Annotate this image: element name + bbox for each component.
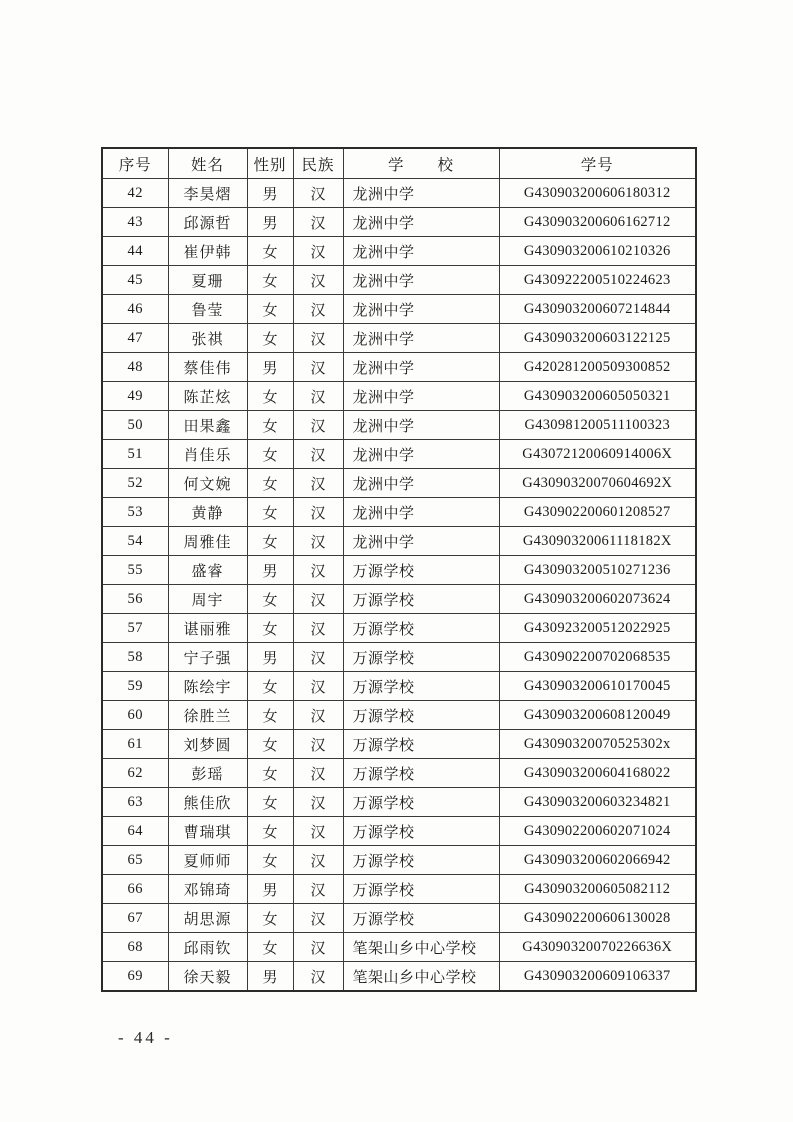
- table-row: [102, 672, 696, 701]
- cell-name: 谌丽雅: [168, 614, 247, 643]
- cell-student-id: G43090320070226636X: [499, 933, 696, 962]
- cell-school: 万源学校: [343, 556, 499, 585]
- cell-gender: 女: [247, 817, 293, 846]
- cell-gender: 男: [247, 643, 293, 672]
- cell-index: 50: [102, 411, 168, 440]
- cell-school: 龙洲中学: [343, 498, 499, 527]
- table-row: [102, 527, 696, 556]
- cell-name: 夏珊: [168, 266, 247, 295]
- cell-index: 47: [102, 324, 168, 353]
- cell-student-id: G430903200606162712: [499, 208, 696, 237]
- cell-index: 52: [102, 469, 168, 498]
- cell-student-id: G430903200605082112: [499, 875, 696, 904]
- table-row: [102, 295, 696, 324]
- cell-student-id: G43090320070525302x: [499, 730, 696, 759]
- cell-name: 徐天毅: [168, 962, 247, 992]
- cell-ethnicity: 汉: [293, 672, 343, 701]
- cell-gender: 男: [247, 875, 293, 904]
- cell-ethnicity: 汉: [293, 556, 343, 585]
- cell-index: 46: [102, 295, 168, 324]
- table-row: [102, 411, 696, 440]
- cell-name: 何文婉: [168, 469, 247, 498]
- cell-ethnicity: 汉: [293, 527, 343, 556]
- cell-gender: 女: [247, 295, 293, 324]
- cell-student-id: G430903200603234821: [499, 788, 696, 817]
- cell-student-id: G430903200610210326: [499, 237, 696, 266]
- cell-gender: 男: [247, 179, 293, 208]
- cell-school: 万源学校: [343, 701, 499, 730]
- cell-name: 盛睿: [168, 556, 247, 585]
- cell-index: 55: [102, 556, 168, 585]
- cell-school: 龙洲中学: [343, 237, 499, 266]
- table-row: [102, 846, 696, 875]
- table-body: [102, 179, 696, 992]
- cell-index: 65: [102, 846, 168, 875]
- cell-student-id: G430922200510224623: [499, 266, 696, 295]
- cell-ethnicity: 汉: [293, 817, 343, 846]
- cell-student-id: G430903200609106337: [499, 962, 696, 992]
- cell-name: 崔伊韩: [168, 237, 247, 266]
- cell-school: 龙洲中学: [343, 440, 499, 469]
- cell-index: 69: [102, 962, 168, 992]
- cell-ethnicity: 汉: [293, 846, 343, 875]
- table-row: [102, 817, 696, 846]
- cell-index: 66: [102, 875, 168, 904]
- header-row: [102, 148, 696, 179]
- table-row: [102, 324, 696, 353]
- page-number: - 44 -: [118, 1028, 173, 1047]
- table-row: [102, 759, 696, 788]
- cell-student-id: G430903200602073624: [499, 585, 696, 614]
- cell-index: 51: [102, 440, 168, 469]
- table-row: [102, 904, 696, 933]
- table-row: [102, 788, 696, 817]
- cell-ethnicity: 汉: [293, 585, 343, 614]
- cell-student-id: G430903200604168022: [499, 759, 696, 788]
- table-row: [102, 614, 696, 643]
- table-row: [102, 962, 696, 992]
- cell-gender: 女: [247, 730, 293, 759]
- cell-school: 龙洲中学: [343, 469, 499, 498]
- cell-name: 田果鑫: [168, 411, 247, 440]
- cell-ethnicity: 汉: [293, 730, 343, 759]
- table-row: [102, 353, 696, 382]
- cell-gender: 女: [247, 527, 293, 556]
- cell-student-id: G43090320070604692X: [499, 469, 696, 498]
- cell-name: 肖佳乐: [168, 440, 247, 469]
- cell-gender: 女: [247, 266, 293, 295]
- cell-name: 邱雨钦: [168, 933, 247, 962]
- cell-ethnicity: 汉: [293, 469, 343, 498]
- cell-student-id: G430903200607214844: [499, 295, 696, 324]
- table-row: [102, 179, 696, 208]
- table-row: [102, 266, 696, 295]
- cell-index: 57: [102, 614, 168, 643]
- cell-school: 万源学校: [343, 730, 499, 759]
- table-row: [102, 498, 696, 527]
- cell-name: 周雅佳: [168, 527, 247, 556]
- table-row: [102, 701, 696, 730]
- cell-name: 陈绘宇: [168, 672, 247, 701]
- table-row: [102, 382, 696, 411]
- cell-index: 62: [102, 759, 168, 788]
- cell-school: 龙洲中学: [343, 179, 499, 208]
- cell-ethnicity: 汉: [293, 759, 343, 788]
- cell-ethnicity: 汉: [293, 237, 343, 266]
- cell-ethnicity: 汉: [293, 643, 343, 672]
- cell-gender: 女: [247, 701, 293, 730]
- cell-index: 64: [102, 817, 168, 846]
- cell-ethnicity: 汉: [293, 266, 343, 295]
- table-row: [102, 237, 696, 266]
- table-row: [102, 585, 696, 614]
- cell-school: 万源学校: [343, 817, 499, 846]
- cell-ethnicity: 汉: [293, 324, 343, 353]
- cell-ethnicity: 汉: [293, 295, 343, 324]
- column-header-gender: 性别: [247, 148, 293, 179]
- cell-gender: 女: [247, 904, 293, 933]
- cell-student-id: G430903200606180312: [499, 179, 696, 208]
- cell-name: 刘梦圆: [168, 730, 247, 759]
- cell-gender: 女: [247, 498, 293, 527]
- cell-school: 龙洲中学: [343, 295, 499, 324]
- cell-ethnicity: 汉: [293, 788, 343, 817]
- cell-school: 万源学校: [343, 614, 499, 643]
- cell-index: 58: [102, 643, 168, 672]
- cell-name: 徐胜兰: [168, 701, 247, 730]
- table-header: [102, 148, 696, 179]
- cell-ethnicity: 汉: [293, 904, 343, 933]
- cell-student-id: G430903200510271236: [499, 556, 696, 585]
- cell-school: 万源学校: [343, 788, 499, 817]
- cell-name: 蔡佳伟: [168, 353, 247, 382]
- cell-gender: 女: [247, 411, 293, 440]
- cell-gender: 女: [247, 759, 293, 788]
- cell-index: 61: [102, 730, 168, 759]
- cell-index: 43: [102, 208, 168, 237]
- cell-school: 龙洲中学: [343, 208, 499, 237]
- cell-ethnicity: 汉: [293, 875, 343, 904]
- cell-student-id: G420281200509300852: [499, 353, 696, 382]
- cell-gender: 女: [247, 440, 293, 469]
- cell-index: 56: [102, 585, 168, 614]
- cell-index: 54: [102, 527, 168, 556]
- cell-index: 67: [102, 904, 168, 933]
- cell-name: 周宇: [168, 585, 247, 614]
- cell-gender: 男: [247, 208, 293, 237]
- cell-gender: 女: [247, 846, 293, 875]
- cell-school: 万源学校: [343, 846, 499, 875]
- cell-student-id: G430902200702068535: [499, 643, 696, 672]
- cell-school: 笔架山乡中心学校: [343, 962, 499, 992]
- cell-gender: 女: [247, 614, 293, 643]
- cell-name: 黄静: [168, 498, 247, 527]
- cell-gender: 男: [247, 556, 293, 585]
- cell-gender: 女: [247, 237, 293, 266]
- cell-school: 笔架山乡中心学校: [343, 933, 499, 962]
- cell-ethnicity: 汉: [293, 440, 343, 469]
- cell-ethnicity: 汉: [293, 353, 343, 382]
- column-header-ethnicity: 民族: [293, 148, 343, 179]
- cell-gender: 女: [247, 469, 293, 498]
- cell-gender: 男: [247, 353, 293, 382]
- cell-name: 曹瑞琪: [168, 817, 247, 846]
- cell-name: 李昊熠: [168, 179, 247, 208]
- table-row: [102, 469, 696, 498]
- cell-school: 龙洲中学: [343, 411, 499, 440]
- cell-index: 49: [102, 382, 168, 411]
- cell-index: 42: [102, 179, 168, 208]
- table-row: [102, 556, 696, 585]
- cell-student-id: G430902200606130028: [499, 904, 696, 933]
- cell-school: 龙洲中学: [343, 266, 499, 295]
- cell-name: 胡思源: [168, 904, 247, 933]
- cell-name: 夏师师: [168, 846, 247, 875]
- cell-student-id: G430902200601208527: [499, 498, 696, 527]
- cell-ethnicity: 汉: [293, 933, 343, 962]
- cell-gender: 女: [247, 585, 293, 614]
- column-header-name: 姓名: [168, 148, 247, 179]
- cell-index: 59: [102, 672, 168, 701]
- cell-school: 万源学校: [343, 904, 499, 933]
- cell-index: 68: [102, 933, 168, 962]
- cell-student-id: G430981200511100323: [499, 411, 696, 440]
- cell-school: 万源学校: [343, 875, 499, 904]
- cell-index: 60: [102, 701, 168, 730]
- table-row: [102, 730, 696, 759]
- cell-index: 63: [102, 788, 168, 817]
- cell-student-id: G430903200610170045: [499, 672, 696, 701]
- cell-school: 龙洲中学: [343, 527, 499, 556]
- cell-name: 鲁莹: [168, 295, 247, 324]
- cell-ethnicity: 汉: [293, 208, 343, 237]
- cell-school: 万源学校: [343, 585, 499, 614]
- cell-ethnicity: 汉: [293, 179, 343, 208]
- cell-ethnicity: 汉: [293, 614, 343, 643]
- cell-name: 宁子强: [168, 643, 247, 672]
- cell-school: 万源学校: [343, 672, 499, 701]
- cell-student-id: G430903200605050321: [499, 382, 696, 411]
- cell-gender: 女: [247, 933, 293, 962]
- cell-name: 邱源哲: [168, 208, 247, 237]
- cell-name: 陈芷炫: [168, 382, 247, 411]
- cell-gender: 女: [247, 324, 293, 353]
- cell-ethnicity: 汉: [293, 411, 343, 440]
- cell-student-id: G430902200602071024: [499, 817, 696, 846]
- cell-school: 万源学校: [343, 643, 499, 672]
- cell-student-id: G430903200602066942: [499, 846, 696, 875]
- cell-student-id: G430923200512022925: [499, 614, 696, 643]
- cell-gender: 男: [247, 962, 293, 992]
- cell-ethnicity: 汉: [293, 701, 343, 730]
- cell-name: 熊佳欣: [168, 788, 247, 817]
- cell-student-id: G43072120060914006X: [499, 440, 696, 469]
- table-row: [102, 208, 696, 237]
- column-header-school: 学 校: [343, 148, 499, 179]
- cell-gender: 女: [247, 672, 293, 701]
- cell-student-id: G430903200603122125: [499, 324, 696, 353]
- table-row: [102, 933, 696, 962]
- cell-ethnicity: 汉: [293, 962, 343, 992]
- cell-index: 53: [102, 498, 168, 527]
- cell-school: 龙洲中学: [343, 324, 499, 353]
- cell-ethnicity: 汉: [293, 498, 343, 527]
- cell-school: 龙洲中学: [343, 353, 499, 382]
- cell-index: 45: [102, 266, 168, 295]
- cell-ethnicity: 汉: [293, 382, 343, 411]
- cell-index: 44: [102, 237, 168, 266]
- cell-student-id: G430903200608120049: [499, 701, 696, 730]
- cell-gender: 女: [247, 788, 293, 817]
- table-row: [102, 875, 696, 904]
- table-row: [102, 440, 696, 469]
- cell-name: 彭瑶: [168, 759, 247, 788]
- cell-school: 万源学校: [343, 759, 499, 788]
- column-header-index: 序号: [102, 148, 168, 179]
- cell-index: 48: [102, 353, 168, 382]
- cell-school: 龙洲中学: [343, 382, 499, 411]
- cell-student-id: G43090320061118182X: [499, 527, 696, 556]
- table-row: [102, 643, 696, 672]
- student-roster-table: [101, 147, 697, 992]
- cell-name: 邓锦琦: [168, 875, 247, 904]
- cell-name: 张祺: [168, 324, 247, 353]
- cell-gender: 女: [247, 382, 293, 411]
- column-header-student-id: 学号: [499, 148, 696, 179]
